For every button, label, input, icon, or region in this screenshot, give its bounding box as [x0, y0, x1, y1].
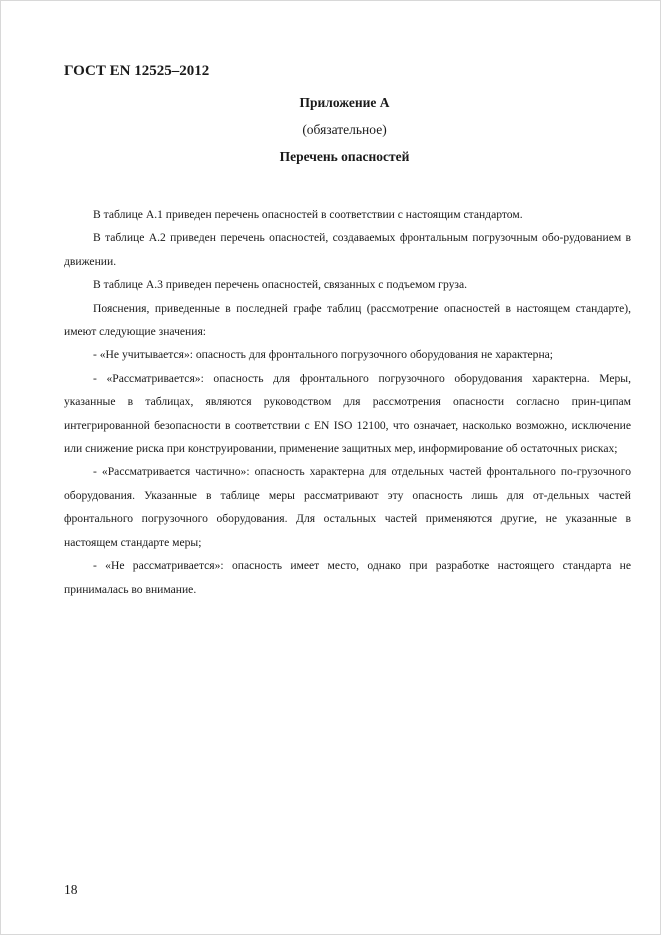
standard-designation: ГОСТ EN 12525–2012 [64, 63, 210, 79]
list-item-not-considered: - «Не учитывается»: опасность для фронтального погрузочного оборудования не характерна; [93, 348, 554, 362]
list-item-not-addressed: - «Не рассматривается»: опасность имеет место, однако при разработке настоящего стандарта не принималась во внимание. [64, 559, 631, 596]
paragraph-table-a1: В таблице А.1 приведен перечень опасностей в соответствии с настоящим стандартом. [93, 208, 523, 221]
paragraph-explanations: Пояснения, приведенные в последней графе таблиц (рассмотрение опасностей в настоящем стандарте), имеют следующие значения: [64, 301, 631, 339]
paragraph-table-a3: В таблице А.3 приведен перечень опасностей, связанных с подъемом груза. [93, 278, 468, 292]
paragraph-table-a2: В таблице А.2 приведен перечень опасностей, создаваемых фронтальным погрузочным обо-рудованием в движении. [64, 231, 631, 268]
appendix-status: (обязательное) [302, 122, 387, 137]
body-text [64, 203, 631, 601]
page-number: 18 [64, 882, 78, 897]
appendix-heading: Перечень опасностей [279, 149, 410, 164]
list-item-considered: - «Рассматривается»: опасность для фронтального погрузочного оборудования характерна. Меры, указанные в таблицах, являются руководством для рассмотрения опасности согласно прин-ципам интегрированной безопасности в соответствии с EN ISO 12100, что означает, насколько возможно, исключение или снижение риска при конструировании, применение защитных мер, информирование об остаточных рисках; [64, 371, 631, 456]
appendix-title: Приложение А [299, 95, 390, 110]
list-item-partially-considered: - «Рассматривается частично»: опасность характерна для отдельных частей фронтального по-грузочного оборудования. Указанные в таблице меры рассматривают эту опасность лишь для от-дельных частей фронтального погрузочного оборудования. Для остальных частей применяются другие, не указанные в настоящем стандарте меры; [64, 465, 631, 549]
